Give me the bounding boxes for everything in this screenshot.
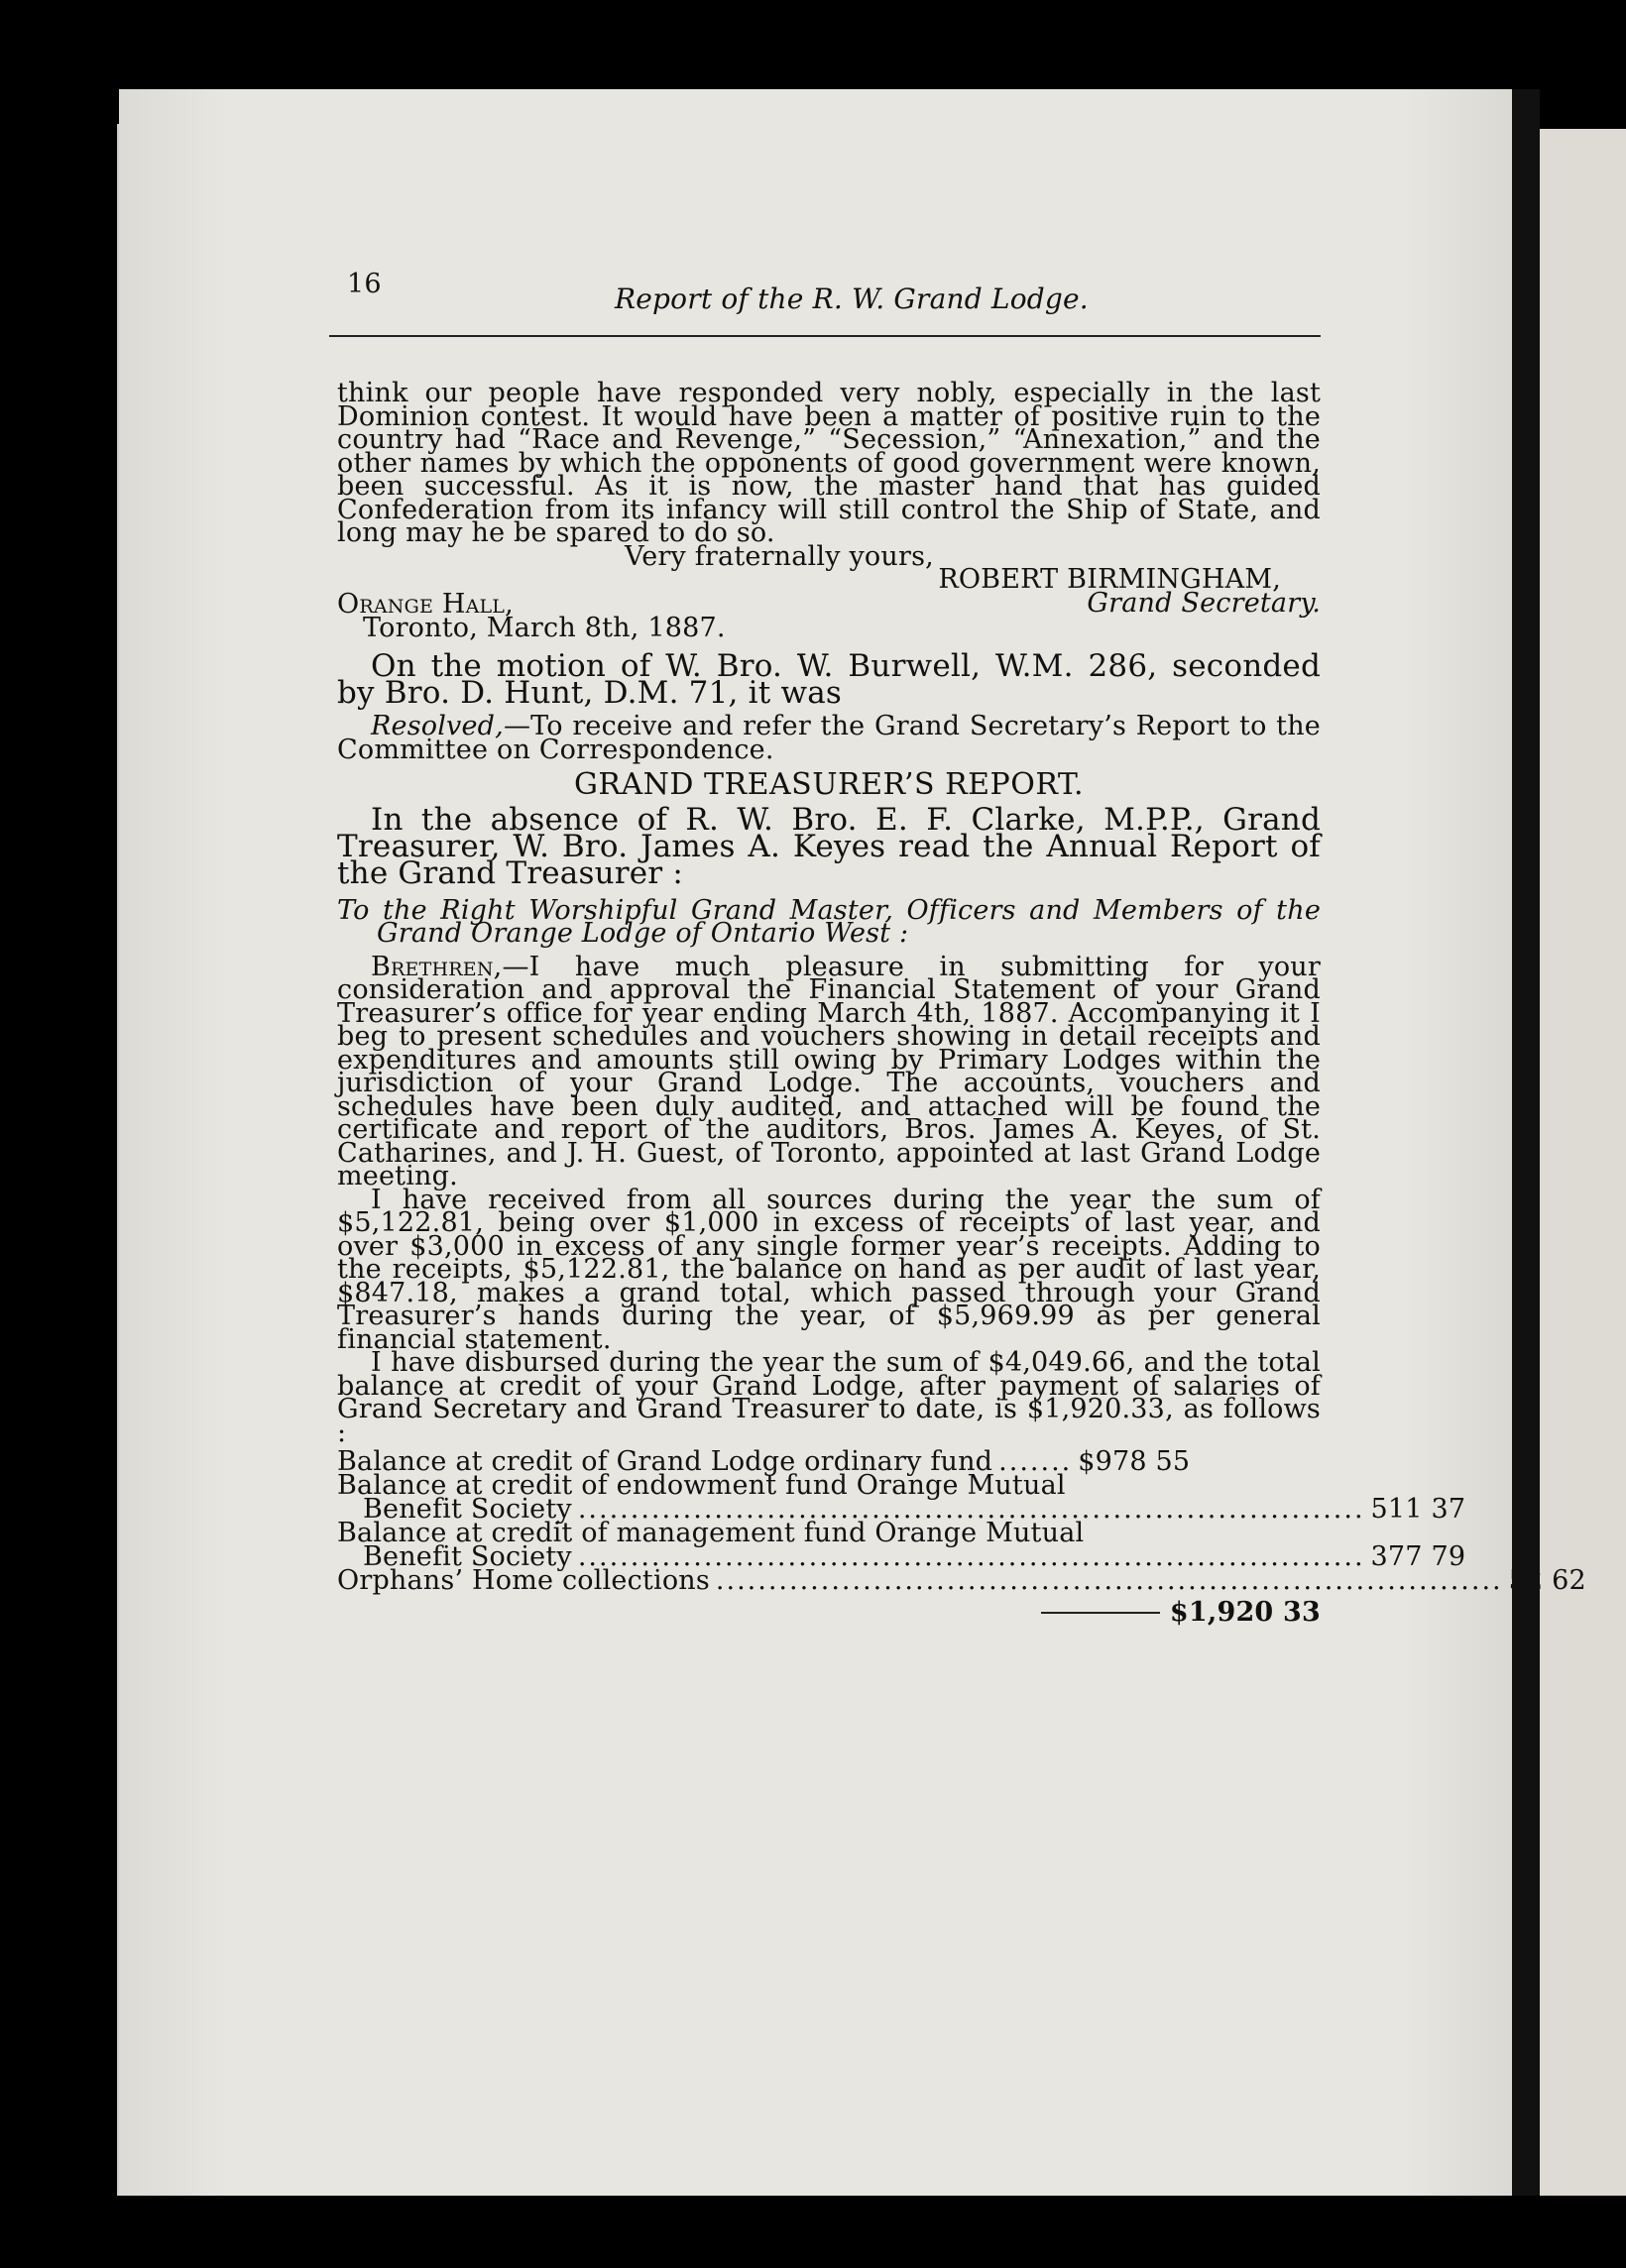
letter-signer: ROBERT BIRMINGHAM, (938, 564, 1281, 595)
leader-dots: ........................................................................... (577, 1494, 1365, 1525)
running-head: Report of the R. W. Grand Lodge. (615, 283, 1089, 315)
ledger-label: Benefit Society (363, 1494, 572, 1525)
report-paragraph-3: I have disbursed during the year the sum of $4,049.66, and the total balance at credit of your Grand Lodge, after payment of salaries of Grand Secretary and Grand Treasurer to date, is $1,920.33, as follows : (337, 1347, 1321, 1448)
resolved-label: Resolved, (371, 711, 504, 741)
motion-text: On the motion of W. Bro. W. Burwell, W.M. 286, seconded by Bro. D. Hunt, D.M. 71, it was (337, 648, 1321, 711)
letter-paragraph: think our people have responded very nobly, especially in the last Dominion contest. It would have been a matter of positive ruin to the country had “Race and Revenge,” “Secession,” “Annexation,” and the other names by which the opponents of good government were known, been successful. As it is now, the master hand that has guided Confederation from its infancy will still control the Ship of State, and long may he be spared to do so. (337, 378, 1321, 548)
section-heading: GRAND TREASURER’S REPORT. (573, 767, 1085, 802)
leader-dots: ....... (998, 1446, 1073, 1477)
ledger-total-row (337, 1597, 1321, 1628)
binding-gutter (1512, 89, 1540, 2196)
ledger-total: $1,920 33 (1169, 1597, 1321, 1628)
balance-ledger (337, 1446, 1586, 1628)
adjacent-page-edge (1540, 129, 1626, 2196)
letter-date: Toronto, March 8th, 1887. (363, 612, 726, 643)
page-content (297, 258, 1586, 1628)
resolution (337, 711, 1321, 765)
letter-place: Orange Hall, (337, 589, 514, 620)
letter-signer-title: Grand Secretary. (1087, 587, 1321, 619)
report-paragraph-1-text: —I have much pleasure in submitting for your consideration and approval the Financial Statement of your Grand Treasurer’s office for year ending March 4th, 1887. Accompanying it I beg to present schedules and vouchers showing in detail receipts and expenditures and amounts still owing by Primary Lodges within the jurisdiction of your Grand Lodge. The accounts, vouchers and schedules have been duly audited, and attached will be found the certificate and report of the auditors, Bros. James A. Keyes, of St. Catharines, and J. H. Guest, of Toronto, appointed at last Grand Lodge meeting. (337, 951, 1321, 1191)
ledger-label: Orphans’ Home collections (337, 1565, 710, 1596)
ledger-row (337, 1565, 1586, 1596)
letter-closing: Very fraternally yours, (625, 540, 934, 572)
header-rule (329, 335, 1321, 337)
treasurer-intro: In the absence of R. W. Bro. E. F. Clarke, M.P.P., Grand Treasurer, W. Bro. James A. Keyes read the Annual Report of the Grand Treasurer : (337, 801, 1321, 891)
page-number: 16 (347, 269, 382, 299)
report-paragraph-1 (337, 951, 1321, 1191)
ledger-label: Balance at credit of management fund Orange Mutual (337, 1518, 1085, 1548)
leader-dots: ........................................................................... (715, 1565, 1503, 1596)
body-text (337, 378, 1586, 1628)
ledger-amount: 377 79 (1370, 1541, 1466, 1572)
page-header (297, 258, 1329, 315)
ledger-label: Balance at credit of Grand Lodge ordinary fund (337, 1446, 993, 1477)
brethren-label: Brethren, (371, 951, 503, 982)
report-paragraph-2: I have received from all sources during the year the sum of $5,122.81, being over $1,000 in excess of receipts of last year, and over $3,000 in excess of any single former year’s receipts. Adding to the receipts, $5,122.81, the balance on hand as per audit of last year, $847.18, makes a grand total, which passed through your Grand Treasurer’s hands during the year, of $5,969.99 as per general financial statement. (337, 1184, 1321, 1355)
ledger-label: Benefit Society (363, 1541, 572, 1572)
ledger-amount: $978 55 (1078, 1446, 1191, 1477)
ledger-amount: 52 62 (1508, 1565, 1586, 1596)
ledger-label: Balance at credit of endowment fund Orange Mutual (337, 1470, 1066, 1501)
salutation: To the Right Worshipful Grand Master, Officers and Members of the Grand Orange Lodge of Ontario West : (337, 894, 1321, 949)
ledger-amount: 511 37 (1370, 1494, 1466, 1525)
total-rule (1041, 1612, 1160, 1614)
resolved-text: —To receive and refer the Grand Secretary’s Report to the Committee on Correspondence. (337, 711, 1321, 765)
leader-dots: ........................................................................... (577, 1541, 1365, 1572)
